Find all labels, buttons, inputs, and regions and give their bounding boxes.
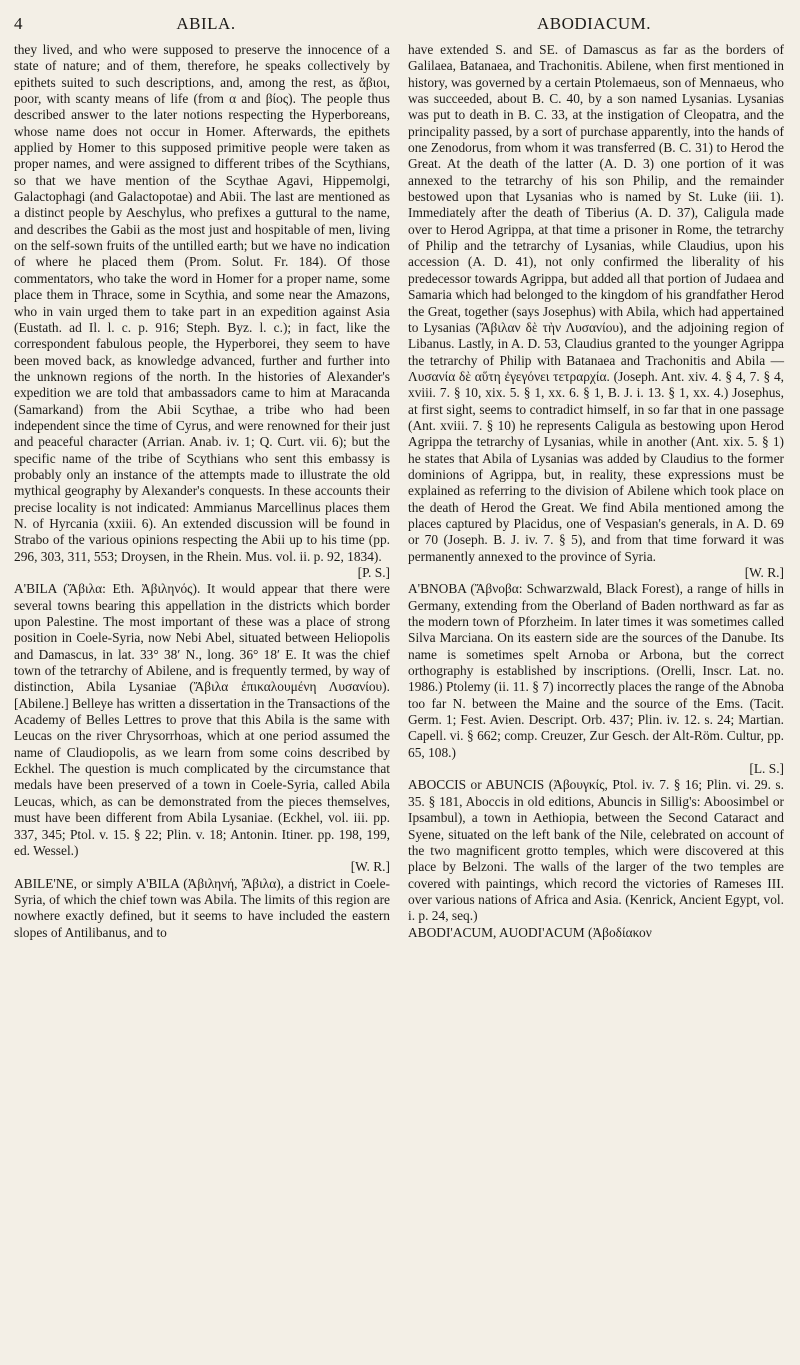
entry-abnoba: A'BNOBA (Ἄβνοβα: Schwarzwald, Black Forest), a range of hills in Germany, extending from the Oberland of Baden northward as far as the modern town of Pforzheim. In later times it was sometimes called Silva Marciana. On its eastern side are the sources of the Danube. Its name is sometimes spelt Arnoba or Arbona, but the correct orthography is established by inscriptions. (Orelli, Inscr. Lat. no. 1986.) Ptolemy (ii. 11. § 7) incorrectly places the range of the Abnoba too far N. between the Maine and the source of the Ems. (Tacit. Germ. 1; Fest. Avien. Descript. Orb. 437; Plin. iv. 12. s. 24; Martian. Capell. vi. § 662; comp. Creuzer, Zur Gesch. der Alt-Röm. Cultur, pp. 65, 108.) — [408, 581, 784, 760]
right-running-title: ABODIACUM. — [536, 14, 652, 33]
left-running-title: ABILA. — [176, 14, 236, 33]
entry-abilene: ABILE'NE, or simply A'BILA (Ἀβιληνή, Ἄβιλα), a district in Coele-Syria, of which the chief town was Abila. The limits of this region are nowhere exactly defined, but it seems to have included the eastern slopes of Antilibanus, and to — [14, 875, 390, 940]
running-header — [12, 14, 788, 42]
right-column — [408, 42, 784, 941]
entry-abilene-continued: have extended S. and SE. of Damascus as far as the borders of Galilaea, Batanaea, and Trachonitis. Abilene, when first mentioned in history, was governed by a certain Ptolemaeus, son of Mennaeus, who was succeeded, about B. C. 40, by a son named Lysanias. Lysanias was put to death in B. C. 33, at the instigation of Cleopatra, and the principality passed, by a sort of purchase apparently, into the hands of one Zenodorus, from whom it was transferred (B. C. 31) to Herod the Great. At the death of the latter (A. D. 3) one portion of it was annexed to the tetrarchy of his son Philip, and the remainder bestowed upon that Lysanias who is named by St. Luke (iii. 1). Immediately after the death of Tiberius (A. D. 37), Caligula made over to Herod Agrippa, at that time a prisoner in Rome, the tetrarchy of Philip and the tetrarchy of Lysanias, while Claudius, upon his accession (A. D. 41), not only confirmed the liberality of his predecessor towards Agrippa, but added all that portion of Judaea and Samaria which had belonged to the kingdom of his grandfather Herod the Great, together (says Josephus) with Abila, which had appertained to Lysanias (Ἄβιλαν δὲ τὴν Λυσανίου), and the adjoining region of Libanus. Lastly, in A. D. 53, Claudius granted to the younger Agrippa the tetrarchy of Philip with Batanaea and Trachonitis and Abila — Λυσανία δὲ αὕτη ἐγεγόνει τετραρχία. (Joseph. Ant. xiv. 4. § 4, 7. § 4, xviii. 7. § 10, xix. 5. § 1, xx. 6. § 1, B. J. i. 13. § 1, xx. 4.) Josephus, at first sight, seems to contradict himself, in so far that in one passage (Ant. xviii. 7. § 10) he represents Caligula as bestowing upon Herod Agrippa the tetrarchy of Lysanias, while in another (Ant. xix. 5. § 1) he states that Abila of Lysanias was added by Claudius to the former dominions of Agrippa, but, in reality, these expressions must be explained as referring to the division of Abilene which took place on the death of Herod the Great. We find Abila mentioned among the places captured by Placidus, one of Vespasian's generals, in A. D. 69 or 70 (Joseph. B. J. iv. 7. § 5), and from that time forward it was permanently annexed to the province of Syria. — [408, 42, 784, 564]
entry-abodiacum: ABODI'ACUM, AUODI'ACUM (Ἀβοδίακον — [408, 924, 652, 940]
entry-abii-continued: they lived, and who were supposed to preserve the innocence of a state of nature; and of them, therefore, he speaks collectively by epithets suited to such descriptions, and, among the rest, as ἄβιοι, poor, with scanty means of life (from α and βίος). The people thus described answer to the later notions respecting the Hyperboreans, whose name does not occur in Homer. Afterwards, the epithets applied by Homer to this supposed primitive people were taken as proper names, and were assigned to different tribes of the Scythians, so that we have mention of the Scythae Agavi, Hippemolgi, Galactophagi (and Galactopotae) and Abii. The last are mentioned as a distinct people by Aeschylus, who prefixes a guttural to the name, and describes the Gabii as the most just and hospitable of men, living on the self-sown fruits of the untilled earth; but we have no indication of where he placed them (Prom. Solut. Fr. 184). Of those commentators, who take the word in Homer for a proper name, some place them in Thrace, some in Scythia, and some near the Amazons, who in vain urged them to take part in an expedition against Asia (Eustath. ad Il. l. c. p. 916; Steph. Byz. l. c.); in fact, like the correspondent fabulous people, the Hyperborei, they seem to have been moved back, as knowledge advanced, further and further into the unknown regions of the north. In the histories of Alexander's expedition we are told that ambassadors came to him at Maracanda (Samarkand) from the Abii Scythae, a tribe who had been independent since the time of Cyrus, and were renowned for their just and peaceful character (Arrian. Anab. iv. 1; Q. Curt. vii. 6); but the specific name of the tribe of Scythians who sent this embassy is probably only an instance of the attempts made to illustrate the old mythical geography by Alexander's conquests. In these accounts their precise locality is not indicated: Ammianus Marcellinus places them N. of Hyrcania (xxiii. 6). An extended discussion will be found in Strabo of the various opinions respecting the Abii up to his time (pp. 296, 303, 311, 553; Droysen, in the Rhein. Mus. vol. ii. p. 92, 1834). — [14, 42, 390, 564]
entry-aboccis: ABOCCIS or ABUNCIS (Ἀβουγκίς, Ptol. iv. 7. § 16; Plin. vi. 29. s. 35. § 181, Aboccis in old editions, Abuncis in Sillig's: Aboosimbel or Ipsambul), a town in Aethiopia, between the Second Cataract and Syene, situated on the left bank of the Nile, celebrated on account of the two magnificent grotto temples, which were discovered at this place by Belzoni. The walls of the larger of the two temples are covered with paintings, which record the victories of Rameses III. over various nations of Africa and Asia. (Kenrick, Ancient Egypt, vol. i. p. 24, seq.) — [408, 777, 784, 924]
author-signature: [W. R.] — [350, 859, 390, 875]
author-signature: [P. S.] — [357, 565, 390, 580]
left-column — [14, 42, 390, 941]
page-number: 4 — [14, 14, 23, 33]
entry-abila: A'BILA (Ἄβιλα: Eth. Ἀβιληνός). It would appear that there were several towns bearing this appellation in the districts which border upon Palestine. The most important of these was a place of strong position in Coele-Syria, now Nebi Abel, situated between Heliopolis and Damascus, in lat. 33° 38′ N., long. 36° 18′ E. It was the chief town of the tetrarchy of Abilene, and is frequently termed, by way of distinction, Abila Lysaniae (Ἄβιλα ἐπικαλουμένη Λυσανίου). [Abilene.] Belleye has written a dissertation in the Transactions of the Academy of Belles Lettres to prove that this Abila is the same with Leucas on the river Chrysorrhoas, which at one period assumed the name of Claudiopolis, as we learn from some coins described by Eckhel. The question is much complicated by the circumstance that medals have been preserved of a town in Coele-Syria, called Abila Leucas, which, as can be demonstrated from the pieces themselves, must have been different from Abila Lysaniae. (Eckhel, vol. iii. pp. 337, 345; Ptol. v. 15. § 22; Plin. v. 18; Antonin. Itiner. pp. 198, 199, ed. Wessel.) — [14, 581, 390, 858]
author-signature: [W. R.] — [744, 565, 784, 580]
author-signature: [L. S.] — [749, 761, 784, 777]
